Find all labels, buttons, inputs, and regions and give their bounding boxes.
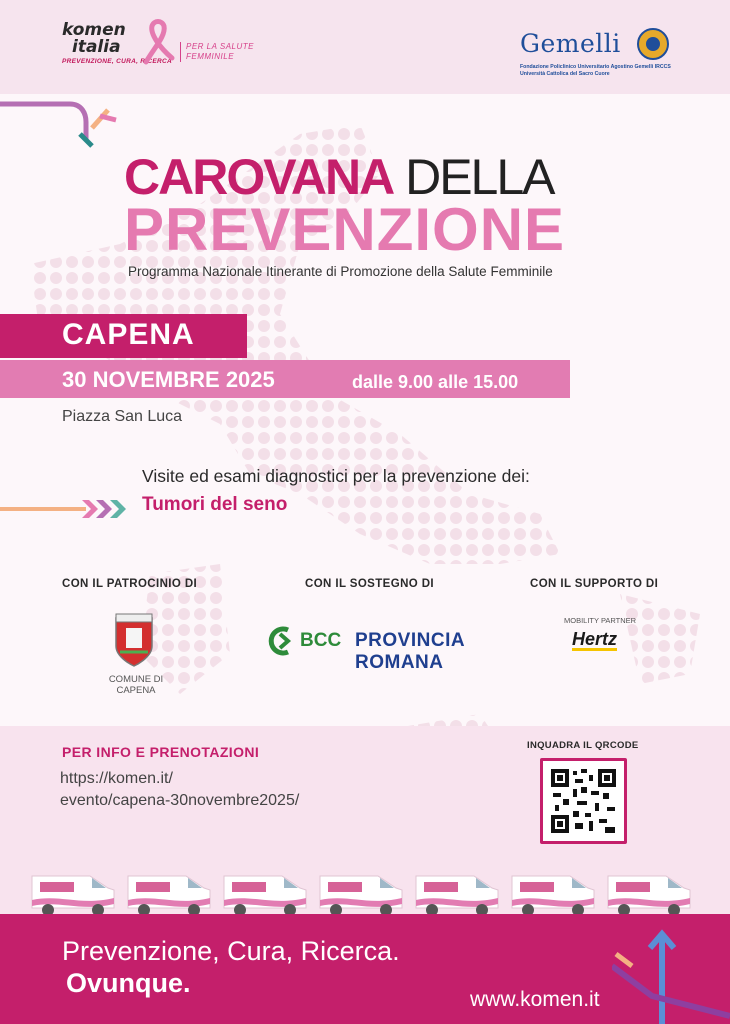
komen-subtitle-1: PER LA SALUTE (186, 42, 255, 51)
sostegno-label: CON IL SOSTEGNO DI (305, 578, 435, 590)
provincia-line-2: ROMANA (355, 652, 444, 673)
bcc-text: BCC (300, 630, 342, 651)
komen-subtitle (180, 42, 254, 62)
van-icon (512, 876, 594, 916)
provincia-romana (355, 630, 465, 674)
comune-line-2: CAPENA (116, 685, 156, 696)
title-della: DELLA (405, 149, 554, 205)
komen-name-2: italia (72, 37, 121, 57)
gemelli-foot (520, 64, 685, 78)
qr-code[interactable] (540, 758, 627, 844)
van-icon (416, 876, 498, 916)
info-title: PER INFO E PRENOTAZIONI (62, 744, 260, 760)
service-item: Tumori del seno (142, 494, 288, 515)
info-url-line-1[interactable]: https://komen.it/ (60, 770, 173, 787)
gemelli-name: Gemelli (520, 29, 621, 58)
bcc-logo-icon (264, 626, 296, 656)
van-icon (608, 876, 690, 916)
van-icon (224, 876, 306, 916)
arrow-line (0, 507, 86, 511)
footer-website[interactable]: www.komen.it (470, 988, 600, 1011)
title-carovana: CAROVANA (124, 149, 394, 205)
comune-capena (106, 674, 166, 696)
gemelli-logo[interactable] (520, 30, 685, 78)
komen-subtitle-2: FEMMINILE (186, 52, 235, 61)
footer-arrows-icon (612, 926, 730, 1024)
event-hours: dalle 9.00 alle 15.00 (352, 372, 519, 392)
info-url-line-2[interactable]: evento/capena-30novembre2025/ (60, 792, 300, 809)
vans-row (30, 866, 710, 918)
komen-name-1: komen (62, 20, 126, 40)
van-icon (128, 876, 210, 916)
event-city: CAPENA (62, 318, 195, 351)
hertz-logo: Hertz (572, 629, 618, 649)
gemelli-seal-icon (637, 28, 669, 60)
footer-tagline: Ovunque. (66, 968, 191, 998)
chevrons-icon (80, 498, 130, 520)
event-place: Piazza San Luca (62, 408, 183, 425)
title-line-2: PREVENZIONE (124, 196, 566, 263)
supporto-label: CON IL SUPPORTO DI (530, 578, 659, 590)
van-icon (320, 876, 402, 916)
patrocinio-label: CON IL PATROCINIO DI (62, 578, 198, 590)
page-subtitle: Programma Nazionale Itinerante di Promozione della Salute Femminile (128, 264, 553, 279)
mobility-partner-label: MOBILITY PARTNER (564, 616, 637, 625)
gemelli-foot-1: Fondazione Policlinico Universitario Agostino Gemelli IRCCS (520, 64, 671, 70)
komen-tagline: PREVENZIONE, CURA, RICERCA (62, 58, 173, 65)
qr-label: INQUADRA IL QRCODE (527, 740, 639, 751)
ribbon-icon (136, 18, 176, 66)
crest-icon (112, 612, 156, 668)
qr-code-image (551, 769, 616, 833)
footer-slogan: Prevenzione, Cura, Ricerca. (62, 936, 400, 966)
services-intro: Visite ed esami diagnostici per la prevenzione dei: (142, 466, 530, 486)
van-icon (32, 876, 114, 916)
comune-line-1: COMUNE DI (108, 674, 164, 685)
provincia-line-1: PROVINCIA (355, 630, 466, 651)
arrows-icon (0, 100, 125, 150)
event-date: 30 NOVEMBRE 2025 (62, 367, 275, 392)
gemelli-foot-2: Università Cattolica del Sacro Cuore (520, 71, 610, 77)
